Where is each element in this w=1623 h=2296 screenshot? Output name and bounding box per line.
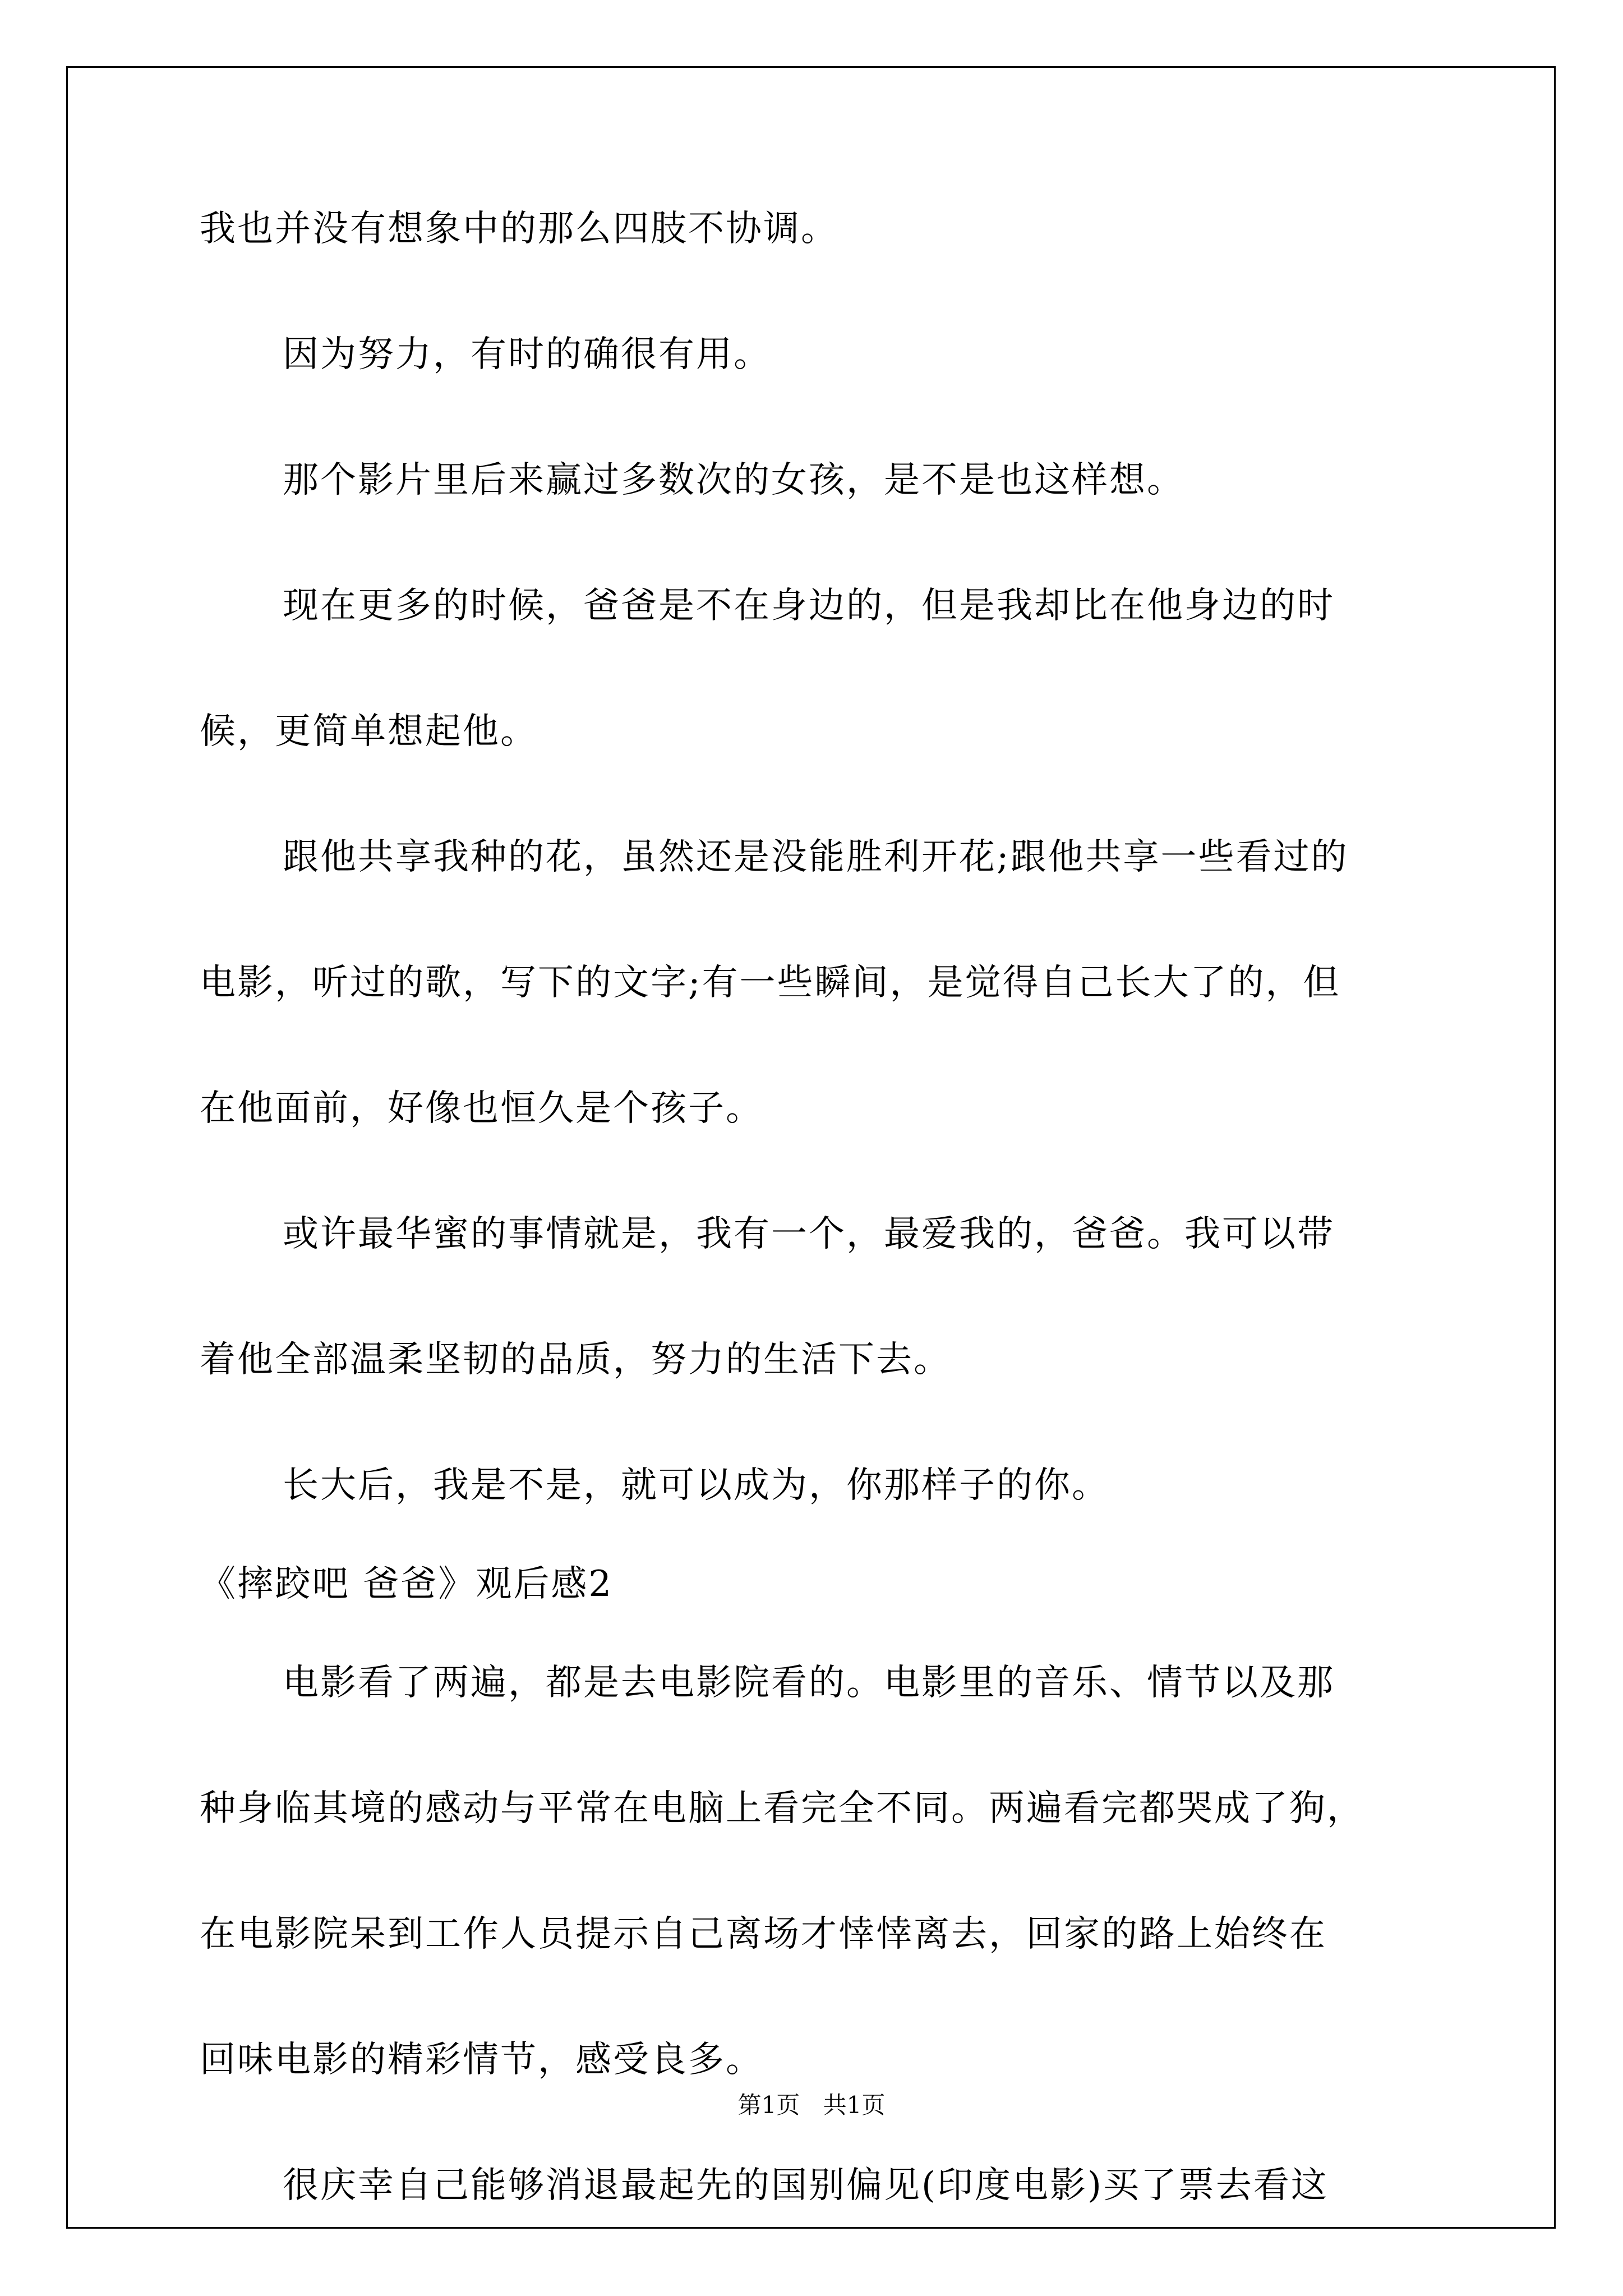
text-line: 长大后，我是不是，就可以成为，你那样子的你。 bbox=[283, 1465, 1109, 1506]
text-line: 电影，听过的歌，写下的文字;有一些瞬间，是觉得自己长大了的，但 bbox=[200, 962, 1341, 1004]
text-line: 电影看了两遍，都是去电影院看的。电影里的音乐、情节以及那 bbox=[283, 1662, 1335, 1704]
text-line: 种身临其境的感动与平常在电脑上看完全不同。两遍看完都哭成了狗， bbox=[200, 1788, 1364, 1829]
text-line: 因为努力，有时的确很有用。 bbox=[283, 334, 771, 375]
page-total: 共1页 bbox=[823, 2091, 886, 2119]
page-number: 第1页 bbox=[737, 2091, 800, 2119]
page-footer bbox=[0, 2091, 1623, 2119]
text-line: 着他全部温柔坚韧的品质，努力的生活下去。 bbox=[200, 1339, 951, 1381]
text-line: 现在更多的时候，爸爸是不在身边的，但是我却比在他身边的时 bbox=[283, 585, 1335, 627]
text-line: 在他面前，好像也恒久是个孩子。 bbox=[200, 1088, 763, 1129]
section-heading: 《摔跤吧 爸爸》观后感2 bbox=[200, 1563, 614, 1605]
page-border bbox=[66, 66, 1556, 2229]
text-line: 回味电影的精彩情节，感受良多。 bbox=[200, 2039, 763, 2081]
text-line: 那个影片里后来赢过多数次的女孩，是不是也这样想。 bbox=[283, 459, 1184, 501]
text-line: 跟他共享我种的花，虽然还是没能胜利开花;跟他共享一些看过的 bbox=[283, 836, 1349, 878]
text-line: 很庆幸自己能够消退最起先的国别偏见(印度电影)买了票去看这 bbox=[283, 2165, 1329, 2206]
text-line: 在电影院呆到工作人员提示自己离场才悻悻离去，回家的路上始终在 bbox=[200, 1913, 1327, 1955]
text-line: 候，更简单想起他。 bbox=[200, 711, 538, 752]
text-line: 或许最华蜜的事情就是，我有一个，最爱我的，爸爸。我可以带 bbox=[283, 1213, 1335, 1255]
text-line: 我也并没有想象中的那么四肢不协调。 bbox=[200, 208, 838, 250]
